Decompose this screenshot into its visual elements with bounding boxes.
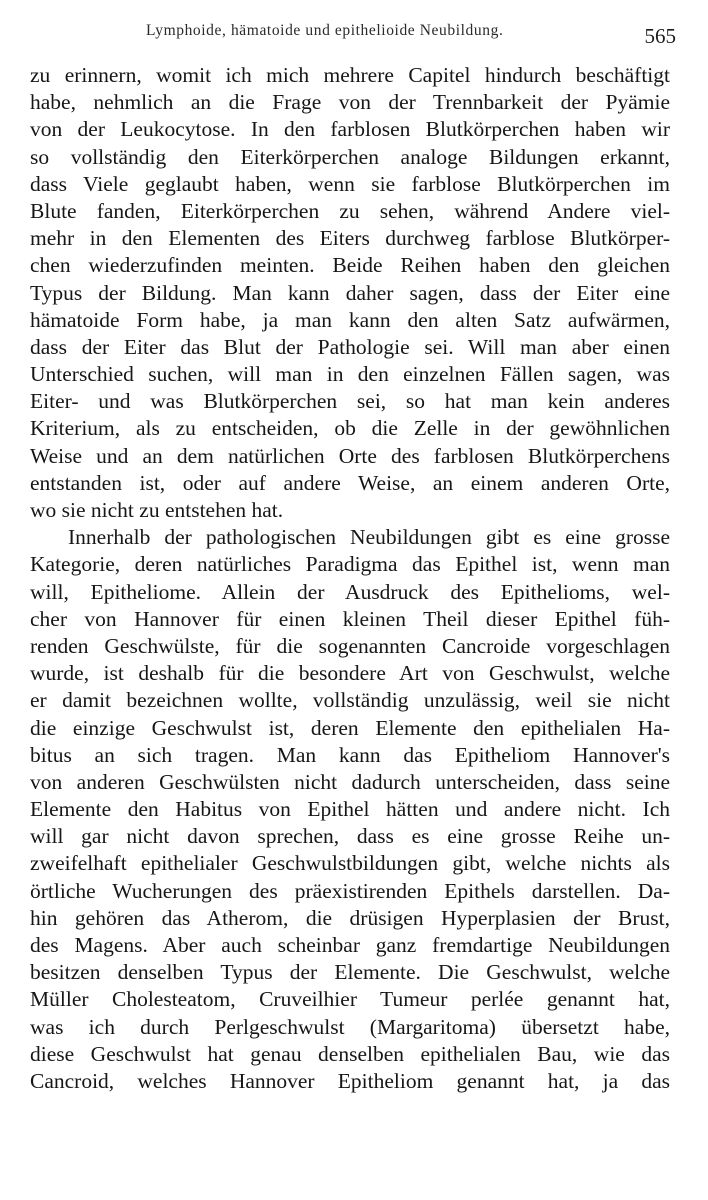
text-line: Innerhalb der pathologischen Neubildungen gibt es eine grosse bbox=[68, 525, 670, 550]
text-line: dass der Eiter das Blut der Pathologie sei. Will man aber einen bbox=[30, 334, 670, 359]
text-line: was ich durch Perlgeschwulst (Margaritoma) übersetzt habe, bbox=[30, 1014, 670, 1039]
text-line: zweifelhaft epithelialer Geschwulstbildungen gibt, welche nichts als bbox=[30, 851, 670, 876]
text-line: hin gehören das Atherom, die drüsigen Hyperplasien der Brust, bbox=[30, 905, 670, 930]
page-number: 565 bbox=[644, 24, 676, 48]
text-line: will, Epitheliome. Allein der Ausdruck des Epithelioms, wel- bbox=[30, 579, 670, 604]
text-line: Kategorie, deren natürliches Paradigma das Epithel ist, wenn man bbox=[30, 552, 670, 577]
text-line: Weise und an dem natürlichen Orte des farblosen Blutkörperchens bbox=[30, 443, 670, 468]
paragraph-2 bbox=[30, 524, 670, 1095]
text-line: cher von Hannover für einen kleinen Theil dieser Epithel füh- bbox=[30, 606, 670, 631]
text-line: will gar nicht davon sprechen, dass es eine grosse Reihe un- bbox=[30, 824, 670, 849]
text-line: Unterschied suchen, will man in den einzelnen Fällen sagen, was bbox=[30, 362, 670, 387]
text-line: entstanden ist, oder auf andere Weise, an einem anderen Orte, bbox=[30, 470, 670, 495]
text-line: mehr in den Elementen des Eiters durchweg farblose Blutkörper- bbox=[30, 226, 670, 251]
text-line: dass Viele geglaubt haben, wenn sie farblose Blutkörperchen im bbox=[30, 171, 670, 196]
body-text bbox=[30, 62, 670, 1095]
text-line: die einzige Geschwulst ist, deren Elemente den epithelialen Ha- bbox=[30, 715, 670, 740]
text-line: von der Leukocytose. In den farblosen Blutkörperchen haben wir bbox=[30, 117, 670, 142]
text-line: er damit bezeichnen wollte, vollständig unzulässig, weil sie nicht bbox=[30, 688, 670, 713]
text-line: örtliche Wucherungen des präexistirenden Epithels darstellen. Da- bbox=[30, 878, 670, 903]
paragraph-1 bbox=[30, 62, 670, 524]
text-line: Elemente den Habitus von Epithel hätten und andere nicht. Ich bbox=[30, 797, 670, 822]
text-line: von anderen Geschwülsten nicht dadurch unterscheiden, dass seine bbox=[30, 769, 670, 794]
text-line: Kriterium, als zu entscheiden, ob die Zelle in der gewöhnlichen bbox=[30, 416, 670, 441]
text-line: des Magens. Aber auch scheinbar ganz fremdartige Neubildungen bbox=[30, 933, 670, 957]
text-line: besitzen denselben Typus der Elemente. Die Geschwulst, welche bbox=[30, 960, 670, 985]
running-title: Lymphoide, hämatoide und epithelioide Neubildung. bbox=[146, 22, 504, 39]
page-header bbox=[0, 18, 708, 54]
text-line: bitus an sich tragen. Man kann das Epitheliom Hannover's bbox=[30, 742, 670, 767]
text-line: habe, nehmlich an die Frage von der Trennbarkeit der Pyämie bbox=[30, 90, 670, 115]
text-line: wurde, ist deshalb für die besondere Art von Geschwulst, welche bbox=[30, 661, 670, 686]
text-line: renden Geschwülste, für die sogenannten Cancroide vorgeschlagen bbox=[30, 633, 670, 658]
text-line: so vollständig den Eiterkörperchen analoge Bildungen erkannt, bbox=[30, 144, 670, 169]
text-line: Cancroid, welches Hannover Epitheliom genannt hat, ja das bbox=[30, 1068, 670, 1093]
text-line: wo sie nicht zu entstehen hat. bbox=[30, 498, 284, 522]
text-line: diese Geschwulst hat genau denselben epithelialen Bau, wie das bbox=[30, 1041, 670, 1066]
text-line: zu erinnern, womit ich mich mehrere Capitel hindurch beschäftigt bbox=[30, 63, 670, 87]
text-line: hämatoide Form habe, ja man kann den alten Satz aufwärmen, bbox=[30, 307, 670, 332]
text-line: Eiter- und was Blutkörperchen sei, so hat man kein anderes bbox=[30, 389, 670, 414]
text-line: chen wiederzufinden meinten. Beide Reihen haben den gleichen bbox=[30, 253, 670, 278]
text-line: Blute fanden, Eiterkörperchen zu sehen, während Andere viel- bbox=[30, 198, 670, 223]
text-line: Müller Cholesteatom, Cruveilhier Tumeur perlée genannt hat, bbox=[30, 987, 670, 1012]
text-line: Typus der Bildung. Man kann daher sagen, dass der Eiter eine bbox=[30, 280, 670, 305]
